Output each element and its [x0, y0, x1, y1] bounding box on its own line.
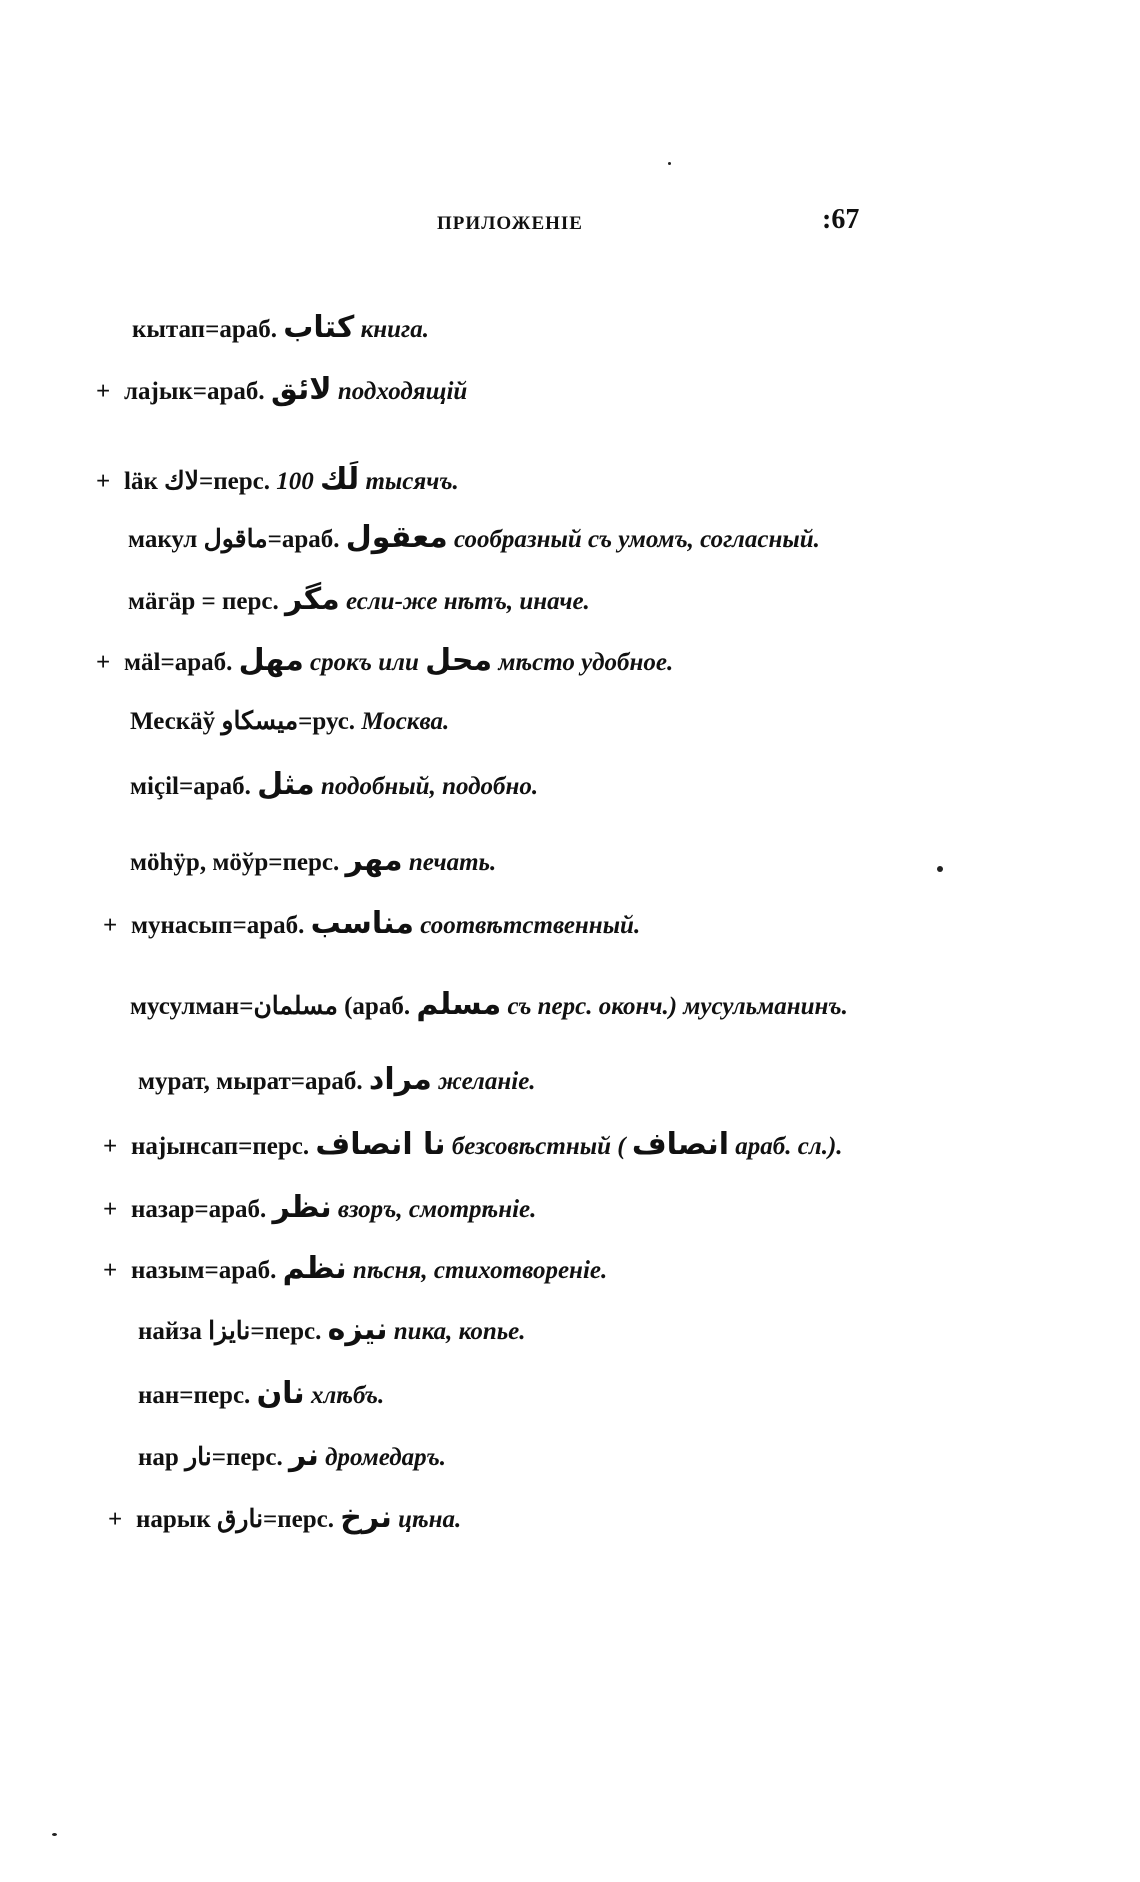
entry-plus-marker: + [103, 1257, 118, 1284]
entry-gloss: книга. [360, 316, 430, 343]
entry-headword: läк لاك=перс. [124, 468, 270, 495]
dictionary-entry [130, 843, 496, 878]
entry-gloss: цѣна. [398, 1506, 462, 1533]
entry-gloss: съ перс. оконч.) мусульманинъ. [507, 993, 848, 1020]
entry-gloss: взоръ, смотрѣніе. [337, 1196, 537, 1223]
entry-gloss: 100 тысячъ. [276, 468, 459, 495]
entry-headword: кытап=араб. [132, 316, 277, 343]
entry-gloss: пѣсня, стихотвореніе. [352, 1257, 608, 1284]
entry-plus-marker: + [108, 1506, 123, 1533]
entry-arabic: نظم [282, 1251, 347, 1286]
dictionary-entry [132, 310, 429, 345]
entry-arabic: مثل [257, 767, 315, 802]
dictionary-entry [103, 1190, 536, 1225]
entry-gloss: пика, копье. [393, 1318, 526, 1345]
dictionary-entry [96, 372, 467, 407]
entry-headword: назар=араб. [131, 1196, 267, 1223]
entry-gloss: подобный, подобно. [320, 773, 539, 800]
paper-speck [52, 1833, 57, 1836]
entry-arabic: لَك [319, 462, 360, 497]
dictionary-entry [130, 706, 449, 736]
entry-arabic: مراد [368, 1062, 432, 1097]
entry-gloss: безсовѣстный ( [451, 1133, 626, 1160]
entry-gloss: срокъ или [310, 649, 419, 676]
dictionary-entry [138, 1438, 446, 1473]
entry-gloss: желаніе. [438, 1068, 536, 1095]
entry-headword: нарык نارق=перс. [136, 1506, 335, 1533]
entry-arabic: كتاب [283, 310, 355, 345]
paper-speck [937, 866, 943, 872]
entry-headword: назым=араб. [131, 1257, 277, 1284]
entry-arabic: نرخ [340, 1500, 392, 1535]
entry-plus-marker: + [96, 649, 111, 676]
entry-headword: макул ماقول=араб. [128, 526, 340, 553]
entry-arabic-secondary: محل [425, 643, 493, 678]
dictionary-entry [103, 906, 640, 941]
entry-gloss-secondary: араб. сл.). [735, 1133, 843, 1160]
dictionary-entry [128, 520, 820, 555]
entry-plus-marker: + [103, 912, 118, 939]
page-number: :67 [822, 204, 860, 235]
dictionary-entry [96, 462, 459, 497]
entry-headword: нар نار=перс. [138, 1444, 283, 1471]
entry-gloss: дромедаръ. [325, 1444, 447, 1471]
dictionary-entry [138, 1062, 536, 1097]
dictionary-entry [103, 1251, 607, 1286]
entry-arabic: مگر [285, 582, 340, 617]
entry-plus-marker: + [103, 1133, 118, 1160]
page-header-title: ПРИЛОЖЕНІЕ [437, 213, 583, 234]
entry-headword: мурат, мырат=араб. [138, 1068, 363, 1095]
entry-headword: найза نایزا=перс. [138, 1318, 322, 1345]
entry-arabic: نظر [272, 1190, 332, 1225]
dictionary-entry [128, 582, 590, 617]
entry-headword: мöhÿр, мöўр=перс. [130, 849, 340, 876]
entry-gloss: соотвѣтственный. [420, 912, 641, 939]
entry-headword: міçіl=араб. [130, 773, 251, 800]
entry-headword: мäгäр = перс. [128, 588, 279, 615]
entry-headword: мусулман=مسلمان (араб. [130, 993, 411, 1020]
entry-arabic: معقول [345, 520, 448, 555]
entry-arabic: لائق [270, 372, 332, 407]
entry-arabic: مهر [345, 843, 403, 878]
entry-gloss: если-же нѣтъ, иначе. [345, 588, 590, 615]
entry-gloss-secondary: мѣсто удобное. [498, 649, 674, 676]
dictionary-entry [130, 987, 848, 1022]
dictionary-entry [108, 1500, 461, 1535]
entry-gloss: хлѣбъ. [310, 1382, 385, 1409]
paper-speck [668, 162, 671, 165]
entry-arabic: نان [256, 1376, 305, 1411]
entry-arabic: نیزه [327, 1312, 388, 1347]
entry-gloss: сообразный съ умомъ, согласный. [453, 526, 820, 553]
entry-headword: мäl=араб. [124, 649, 233, 676]
dictionary-entry [130, 767, 538, 802]
dictionary-entry [138, 1376, 384, 1411]
entry-arabic: مسلم [416, 987, 502, 1022]
entry-plus-marker: + [96, 468, 111, 495]
entry-gloss: Москва. [361, 708, 450, 735]
entry-arabic: مهل [238, 643, 304, 678]
dictionary-entry [138, 1312, 526, 1347]
entry-arabic: مناسب [310, 906, 414, 941]
entry-arabic: نر [288, 1438, 319, 1473]
entry-headword: лајык=араб. [124, 378, 265, 405]
entry-headword: Мескäў میسکاو=рус. [130, 708, 356, 735]
entry-headword: мунасып=араб. [131, 912, 305, 939]
entry-headword: најынсап=перс. [131, 1133, 310, 1160]
dictionary-entry [96, 643, 673, 678]
dictionary-entry [103, 1127, 843, 1162]
entry-plus-marker: + [96, 378, 111, 405]
entry-arabic: نا انصاف [315, 1127, 446, 1162]
entry-plus-marker: + [103, 1196, 118, 1223]
entry-headword: нан=перс. [138, 1382, 251, 1409]
entry-arabic-secondary: انصاف [631, 1127, 730, 1162]
entry-gloss: подходящій [337, 378, 468, 405]
entry-gloss: печать. [408, 849, 497, 876]
